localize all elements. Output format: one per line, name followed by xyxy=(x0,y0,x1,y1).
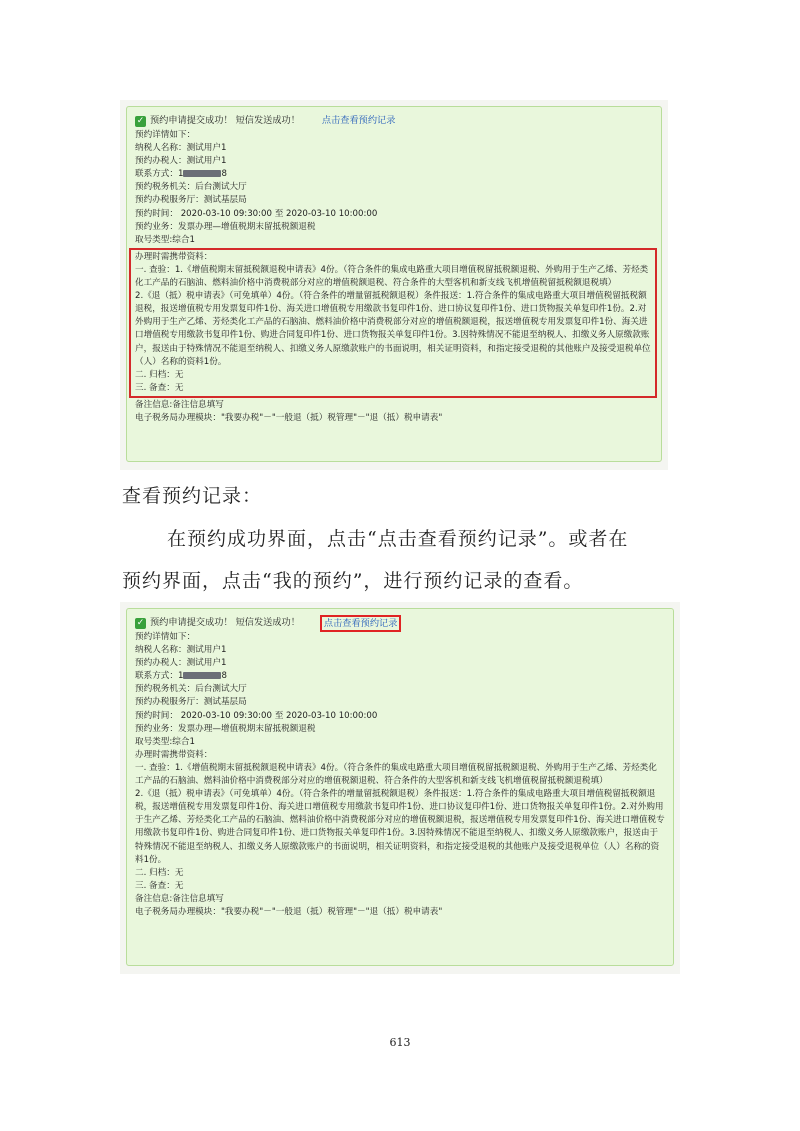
appointment-handler: 预约办税人：测试用户1 xyxy=(135,156,227,167)
details-title: 预约详情如下： xyxy=(135,130,196,140)
ticket-type: 取号类型:综合1 xyxy=(135,234,195,245)
contact-info xyxy=(135,168,653,181)
remark-info: 备注信息:备注信息填写 xyxy=(135,893,224,904)
service-hall: 预约办税服务厅：测试基层局 xyxy=(135,697,247,708)
appointment-handler: 预约办税人：测试用户1 xyxy=(135,658,227,669)
appointment-time: 预约时间： 2020-03-10 09:30:00 至 2020-03-10 10:00:00 xyxy=(135,208,378,219)
success-message: 预约申请提交成功！ 短信发送成功！ xyxy=(150,115,300,126)
paragraph-line-2: 预约界面，点击“我的预约”，进行预约记录的查看。 xyxy=(122,570,584,592)
view-appointment-link[interactable]: 点击查看预约记录 xyxy=(320,615,402,632)
appointment-success-card xyxy=(126,608,674,966)
material-item-2: 2.《退（抵）税申请表》（可免填单）4份。（符合条件的增量留抵税额退税）条件报送：1.符合条件的集成电路重大项目增值税留抵税额退税，报送增值税专用发票复印件1份、海关进口增值税专用缴款书复印件1份、进口协议复印件1份、进口货物报关单复印件1份。2.对外购用于生产乙烯、芳烃类化工产品的石脑油、燃料油价格中消费税部分对应的增值税额退税，报送增值税专用发票复印件1份、海关进口增值税专用缴款书复印件1份、购进合同复印件1份、进口货物报关单复印件1份。3.因特殊情况不能退至纳税人、扣缴义务人原缴款账户，报送由于特殊情况不能退至纳税人、扣缴义务人原缴款账户的书面说明，相关证明资料，和指定接受退税的其他账户及接受退税单位（人）名称的资料1份。 xyxy=(135,789,665,865)
record-item: 三. 备查：无 xyxy=(135,382,184,393)
remark-info: 备注信息:备注信息填写 xyxy=(135,399,224,410)
view-appointment-link[interactable]: 点击查看预约记录 xyxy=(321,115,396,126)
contact-label: 联系方式：1 xyxy=(135,169,184,180)
redaction-mask xyxy=(183,672,221,679)
materials-title: 办理时需携带资料： xyxy=(135,749,213,760)
module-path: 电子税务局办理模块："我要办税"－"一般退（抵）税管理"－"退（抵）税申请表" xyxy=(135,906,443,917)
archive-item: 二. 归档：无 xyxy=(135,369,184,380)
materials-highlight-box xyxy=(129,248,657,398)
tax-office: 预约税务机关：后台测试大厅 xyxy=(135,182,247,193)
archive-item: 二. 归档：无 xyxy=(135,867,184,878)
taxpayer-name: 纳税人名称：测试用户1 xyxy=(135,645,227,656)
contact-info xyxy=(135,670,665,683)
record-item: 三. 备查：无 xyxy=(135,880,184,891)
appointment-success-card xyxy=(126,106,662,462)
details-title: 预约详情如下： xyxy=(135,632,196,642)
service-hall: 预约办税服务厅：测试基层局 xyxy=(135,195,247,206)
material-item-2: 2.《退（抵）税申请表》（可免填单）4份。（符合条件的增量留抵税额退税）条件报送：1.符合条件的集成电路重大项目增值税留抵税额退税，报送增值税专用发票复印件1份、海关进口增值税专用缴款书复印件1份、进口协议复印件1份、进口货物报关单复印件1份。2.对外购用于生产乙烯、芳烃类化工产品的石脑油、燃料油价格中消费税部分对应的增值税额退税，报送增值税专用发票复印件1份、海关进口增值税专用缴款书复印件1份、购进合同复印件1份、进口货物报关单复印件1份。3.因特殊情况不能退至纳税人、扣缴义务人原缴款账户，报送由于特殊情况不能退至纳税人、扣缴义务人原缴款账户的书面说明，相关证明资料，和指定接受退税的其他账户及接受退税单位（人）名称的资料1份。 xyxy=(135,291,651,367)
material-item-1: 一. 查验：1.《增值税期末留抵税额退税申请表》4份。（符合条件的集成电路重大项目增值税留抵税额退税、外购用于生产乙烯、芳烃类化工产品的石脑油、燃料油价格中消费税部分对应的增值税额退税、符合条件的大型客机和新支线飞机增值税留抵税额退税填） xyxy=(135,264,649,289)
paragraph-line-1: 在预约成功界面，点击“点击查看预约记录”。或者在 xyxy=(167,528,629,550)
contact-tail: 8 xyxy=(221,169,227,180)
materials-title: 办理时需携带资料： xyxy=(135,251,213,262)
appointment-time: 预约时间： 2020-03-10 09:30:00 至 2020-03-10 10:00:00 xyxy=(135,710,378,721)
tax-office: 预约税务机关：后台测试大厅 xyxy=(135,684,247,695)
screenshot-2 xyxy=(120,602,680,974)
appointment-business: 预约业务：发票办理—增值税期末留抵税额退税 xyxy=(135,723,316,734)
checkbox-checked-icon: ✓ xyxy=(136,617,145,628)
section-heading: 查看预约记录： xyxy=(122,485,263,507)
ticket-type: 取号类型:综合1 xyxy=(135,736,195,747)
material-item-1: 一. 查验：1.《增值税期末留抵税额退税申请表》4份。（符合条件的集成电路重大项目增值税留抵税额退税、外购用于生产乙烯、芳烃类化工产品的石脑油、燃料油价格中消费税部分对应的增值税额退税、符合条件的大型客机和新支线飞机增值税留抵税额退税填） xyxy=(135,762,657,787)
appointment-business: 预约业务：发票办理—增值税期末留抵税额退税 xyxy=(135,221,316,232)
contact-label: 联系方式：1 xyxy=(135,671,184,682)
checkbox-checked-icon: ✓ xyxy=(136,115,145,126)
page-number: 613 xyxy=(389,1036,411,1049)
screenshot-1 xyxy=(120,100,668,470)
contact-tail: 8 xyxy=(221,671,227,682)
taxpayer-name: 纳税人名称：测试用户1 xyxy=(135,143,227,154)
success-message: 预约申请提交成功！ 短信发送成功！ xyxy=(150,617,300,628)
redaction-mask xyxy=(183,170,221,177)
module-path: 电子税务局办理模块："我要办税"－"一般退（抵）税管理"－"退（抵）税申请表" xyxy=(135,412,443,423)
instruction-paragraph xyxy=(122,518,682,602)
